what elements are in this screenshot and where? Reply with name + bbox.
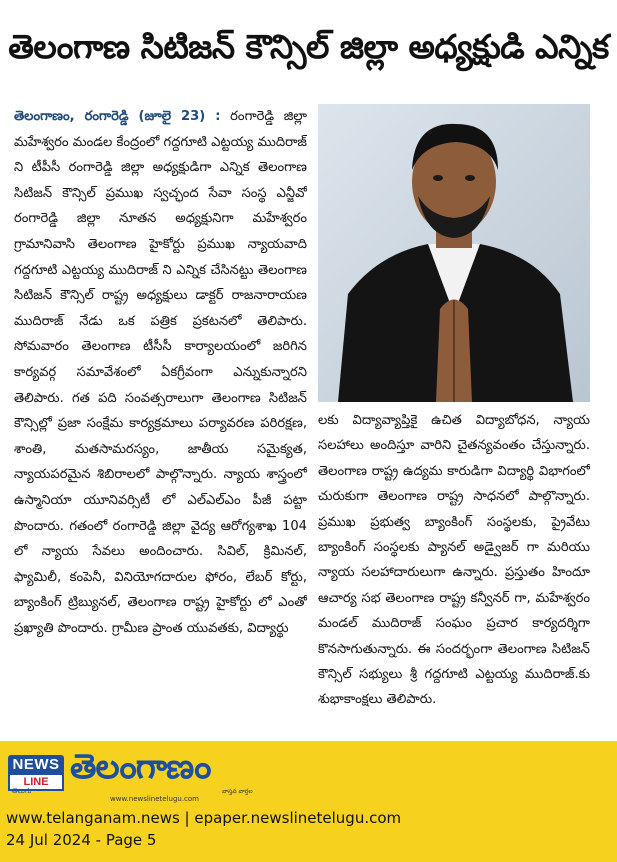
headline: తెలంగాణ సిటిజన్ కౌన్సిల్ జిల్లా అధ్యక్షుడి ఎన్నిక [8, 26, 609, 66]
article-body-right: లకు విద్యావ్యాప్తికై ఉచిత విద్యాబోధన, న్యాయ సలహాలు అందిస్తూ వారిని చైతన్యవంతం చేస్తున్నారు. తెలంగాణ రాష్ట్ర ఉద్యమ కారుడిగా విద్యార్థి విభాగంలో చురుకుగా తెలంగాణ రాష్ట్ర సాధనలో పాల్గొన్నారు. ప్రముఖ ప్రభుత్వ బ్యాంకింగ్ సంస్థలకు, ప్రైవేటు బ్యాంకింగ్ సంస్థలకు ప్యానల్ అడ్వైజర్ గా మరియు న్యాయ సలహాదారులుగా ఉన్నారు. ప్రస్తుతం హిందూ ఆచార్య సభ తెలంగాణ రాష్ట్ర కన్వీనర్ గా, మహేశ్వరం మండల్ ముదిరాజ్ సంఘం ప్రచార కార్యదర్శిగా కొనసాగుతున్నారు. ఈ సందర్భంగా తెలంగాణ సిటిజన్ కౌన్సిల్ సభ్యులు శ్రీ గద్దగూటి ఎట్టయ్య ముదిరాజ్.కు శుభాకాంక్షలు తెలిపారు. [318, 413, 590, 708]
article-body-left: రంగారెడ్డి జిల్లా మహేశ్వరం మండల కేంద్రంలో గద్దగూటి ఎట్టయ్య ముదిరాజ్ ని టీపీసీ రంగారెడ్డి జిల్లా అధ్యక్షుడిగా ఎన్నిక తెలంగాణ సిటిజన్ కౌన్సిల్ ప్రముఖ స్వచ్ఛంద సేవా సంస్థ ఎన్జీవో రంగారెడ్డి జిల్లా నూతన అధ్యక్షునిగా మహేశ్వరం గ్రామానివాసి తెలంగాణ హైకోర్టు ప్రముఖ న్యాయవాది గద్దగూటి ఎట్టయ్య ముదిరాజ్ ని ఎన్నిక చేసినట్టు తెలంగాణ సిటిజన్ కౌన్సిల్ రాష్ట్ర అధ్యక్షులు డాక్టర్ రాజనారాయణ ముదిరాజ్ నేడు ఒక పత్రిక ప్రకటనలో తెలిపారు. సోమవారం తెలంగాణ టీసీసీ కార్యాలయంలో జరిగిన కార్యవర్గ సమావేశంలో ఏకగ్రీవంగా ఎన్నుకున్నారని తెలిపారు. గత పది సంవత్సరాలుగా తెలంగాణ సిటిజన్ కౌన్సిల్లో ప్రజా సంక్షేమ కార్యక్రమాలు పర్యావరణ పరిరక్షణ, శాంతి, మతసామరస్యం, జాతీయ సమైక్యత, న్యాయపరమైన శిబిరాలలో పాల్గొన్నారు. న్యాయ శాస్త్రంలో ఉస్మానియా యూనివర్సిటీ లో ఎల్ఎల్ఎం పీజీ పట్టా పొందారు. గతంలో రంగారెడ్డి జిల్లా వైద్య ఆరోగ్యశాఖ 104 లో న్యాయ సేవలు అందించారు. సివిల్, క్రిమినల్, ఫ్యామిలీ, కంపెనీ, వినియోగదారుల ఫోరం, లేబర్ కోర్టు, బ్యాంకింగ్ ట్రిబ్యునల్, తెలంగాణ రాష్ట్ర హైకోర్టు లో ఎంతో ప్రఖ్యాతి పొందారు. గ్రామీణ ప్రాంత యువతకు, విద్యార్థు [14, 109, 307, 636]
logo-url: www.newslinetelugu.com [110, 795, 199, 803]
dateline: తెలంగాణం, రంగారెడ్డి (జూలై 23) : [14, 109, 221, 124]
footer-links[interactable]: www.telanganam.news | epaper.newslinetelugu.com [6, 809, 402, 827]
article-column-right [318, 408, 590, 728]
article-column-left [14, 104, 307, 726]
lawyer-portrait-photo [318, 104, 590, 402]
masthead-logo: తెలంగాణం [70, 747, 211, 787]
logo-line-text: LINE [8, 775, 64, 791]
logo-telugu-text: తెలుగు [12, 787, 32, 795]
masthead-tagline: వాస్తవ వార్తల [222, 788, 253, 795]
epaper-footer [0, 741, 617, 862]
article-paragraph [14, 104, 307, 641]
footer-date-page: 24 Jul 2024 - Page 5 [6, 831, 157, 849]
logo-news-text: NEWS [8, 755, 64, 775]
